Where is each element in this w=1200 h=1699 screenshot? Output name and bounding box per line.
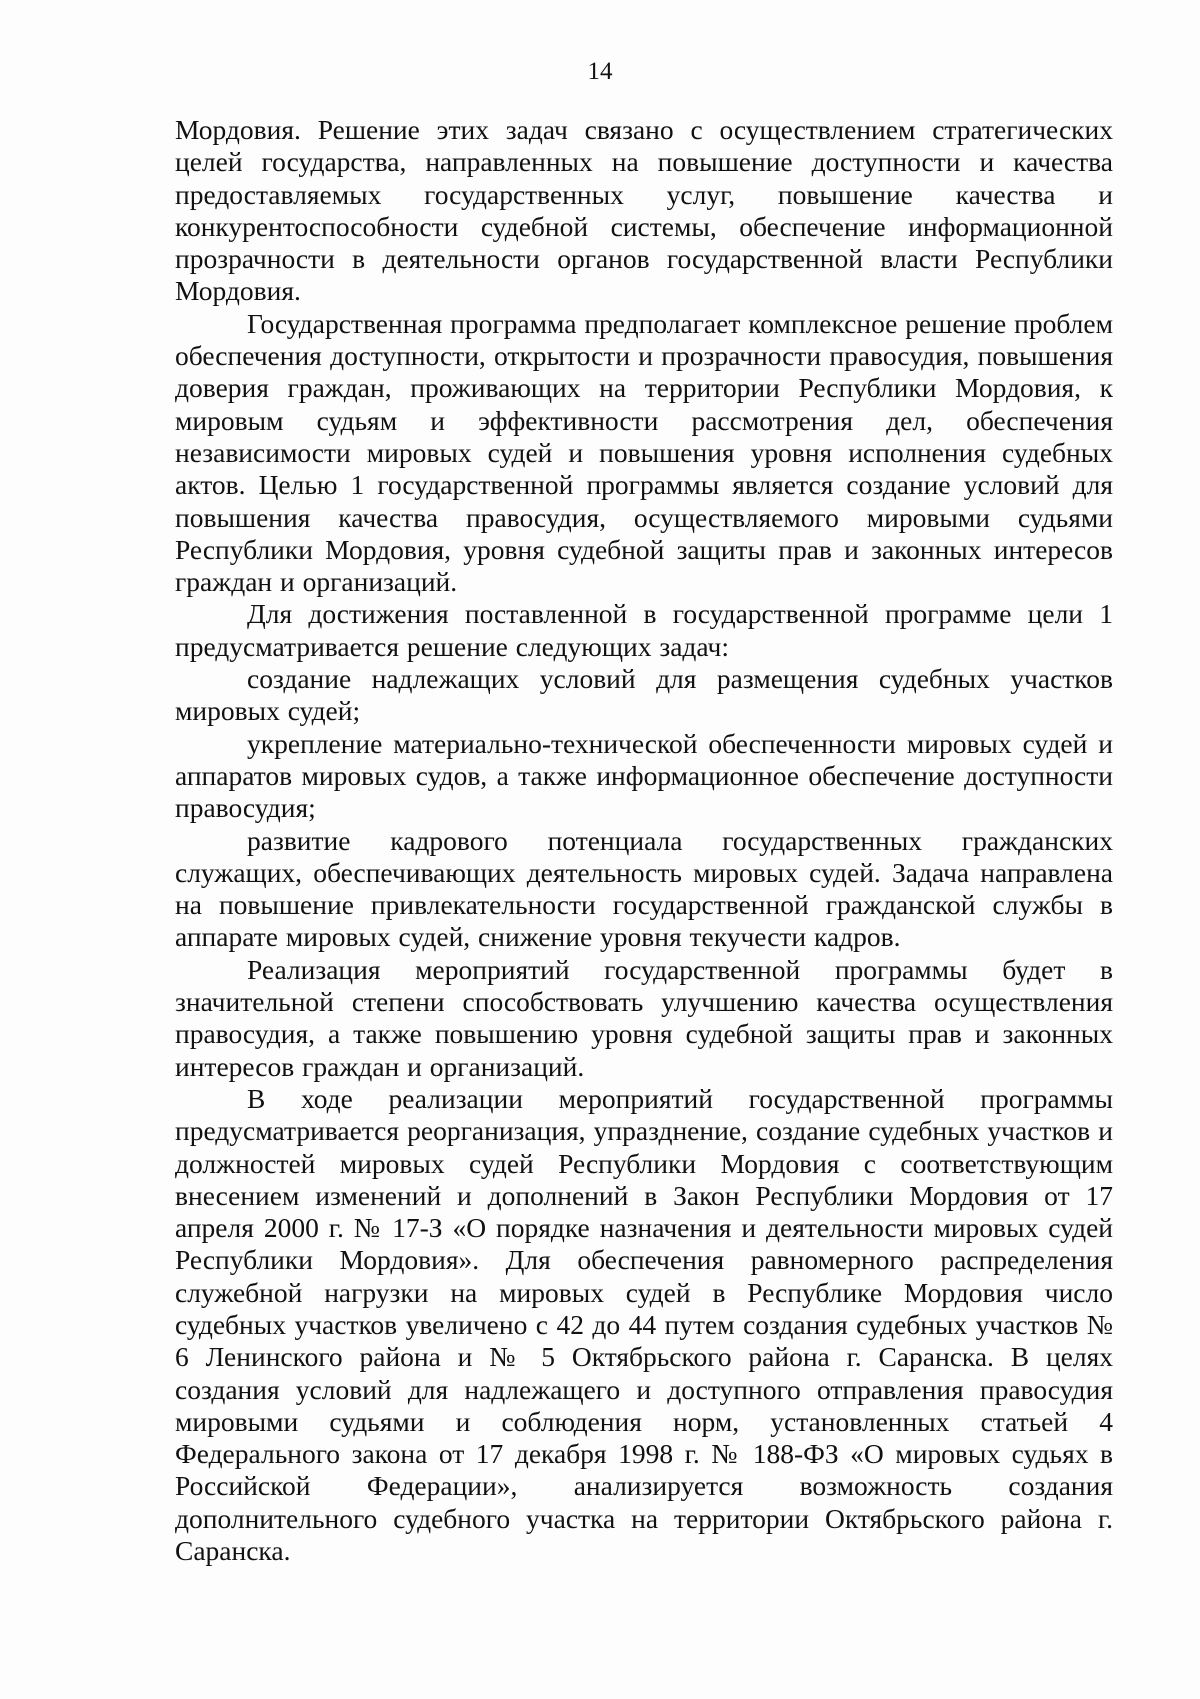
paragraph: В ходе реализации мероприятий государственной программы предусматривается реорганизация, упразднение, создание судебных участков и должностей мировых судей Республики Мордовия с соответствующим внесением изменений и дополнений в Закон Республики Мордовия от 17 апреля 2000 г. № 17-З «О порядке назначения и деятельности мировых судей Республики Мордовия». Для обеспечения равномерного распределения служебной нагрузки на мировых судей в Республике Мордовия число судебных участков увеличено с 42 до 44 путем создания судебных участков № 6 Ленинского района и № 5 Октябрьского района г. Саранска. В целях создания условий для надлежащего и доступного отправления правосудия мировыми судьями и соблюдения норм, установленных статьей 4 Федерального закона от 17 декабря 1998 г. № 188-ФЗ «О мировых судьях в Российской Федерации», анализируется возможность создания дополнительного судебного участка на территории Октябрьского района г. Саранска. [175,1082,1113,1567]
paragraph: развитие кадрового потенциала государственных гражданских служащих, обеспечивающих деятельность мировых судей. Задача направлена на повышение привлекательности государственной гражданской службы в аппарате мировых судей, снижение уровня текучести кадров. [175,824,1113,953]
paragraph: Государственная программа предполагает комплексное решение проблем обеспечения доступности, открытости и прозрачности правосудия, повышения доверия граждан, проживающих на территории Республики Мордовия, к мировым судьям и эффективности рассмотрения дел, обеспечения независимости мировых судей и повышения уровня исполнения судебных актов. Целью 1 государственной программы является создание условий для повышения качества правосудия, осуществляемого мировыми судьями Республики Мордовия, уровня судебной защиты прав и законных интересов граждан и организаций. [175,307,1113,598]
paragraph: Реализация мероприятий государственной программы будет в значительной степени способствовать улучшению качества осуществления правосудия, а также повышению уровня судебной защиты прав и законных интересов граждан и организаций. [175,953,1113,1082]
paragraph: Для достижения поставленной в государственной программе цели 1 предусматривается решение следующих задач: [175,598,1113,662]
page-number: 14 [587,58,613,85]
paragraph: Мордовия. Решение этих задач связано с осуществлением стратегических целей государства, направленных на повышение доступности и качества предоставляемых государственных услуг, повышение качества и конкурентоспособности судебной системы, обеспечение информационной прозрачности в деятельности органов государственной власти Республики Мордовия. [175,114,1113,307]
document-body [175,114,1113,1567]
paragraph: укрепление материально-технической обеспеченности мировых судей и аппаратов мировых судов, а также информационное обеспечение доступности правосудия; [175,727,1113,824]
paragraph: создание надлежащих условий для размещения судебных участков мировых судей; [175,663,1113,727]
